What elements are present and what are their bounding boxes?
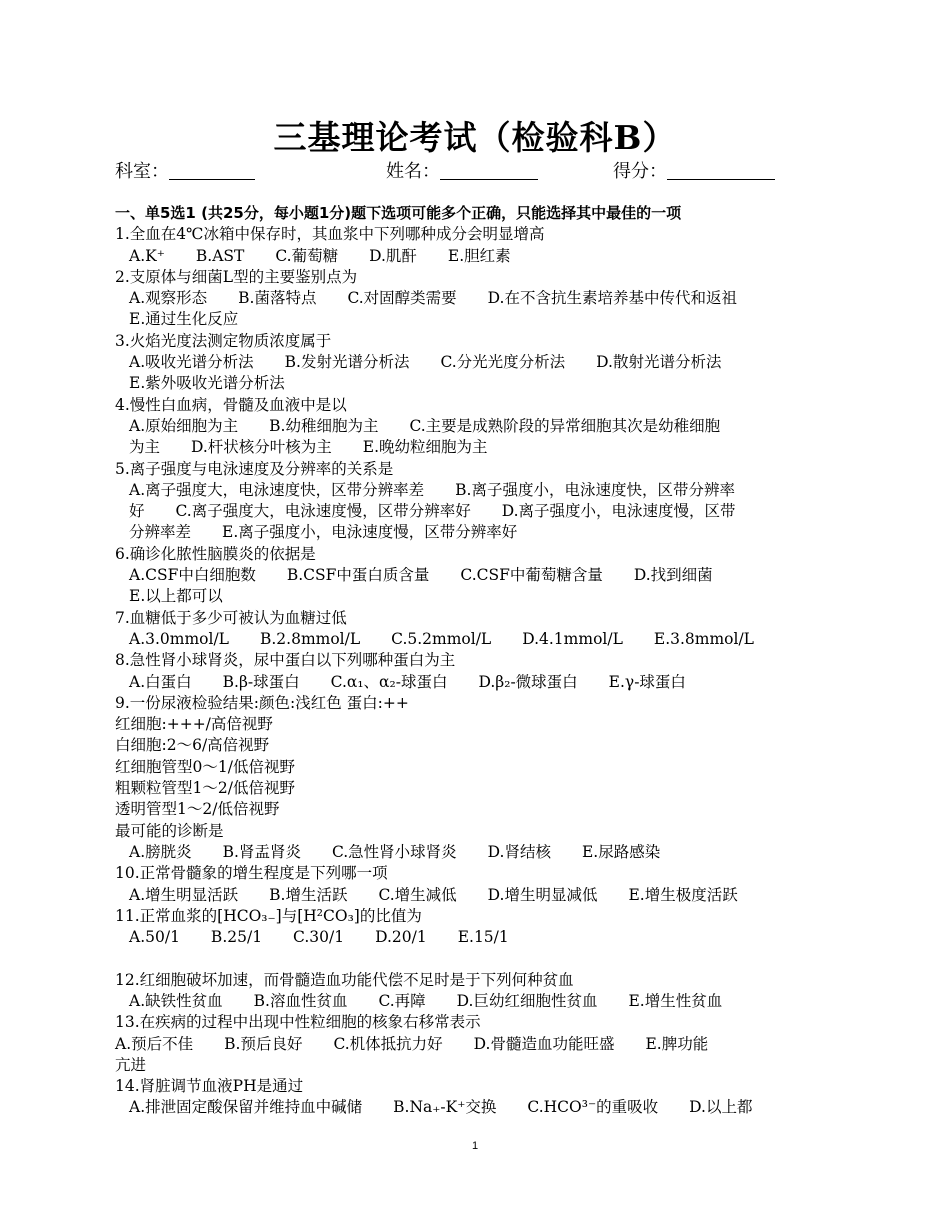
- option-line: E.通过生化反应: [129, 310, 239, 329]
- question-line: 9.一份尿液检验结果:颜色:浅红色 蛋白:++: [115, 693, 409, 712]
- option-line: A.3.0mmol/L B.2.8mmol/L C.5.2mmol/L D.4.1mmol/L E.3.8mmol/L: [129, 629, 754, 648]
- question-line: 3.火焰光度法测定物质浓度属于: [115, 331, 332, 350]
- option-line: E.紫外吸收光谱分析法: [129, 374, 285, 393]
- score-field: [613, 157, 775, 183]
- question-line: 白细胞:2～6/高倍视野: [115, 736, 270, 755]
- option-line: 好 C.离子强度大，电泳速度慢，区带分辨率好 D.离子强度小，电泳速度慢，区带: [129, 502, 736, 521]
- question-line: 11.正常血浆的[HCO₃₋]与[H²CO₃]的比值为: [115, 906, 422, 925]
- name-blank[interactable]: [440, 161, 538, 180]
- blank-line: [115, 948, 845, 969]
- option-line: A.观察形态 B.菌落特点 C.对固醇类需要 D.在不含抗生素培养基中传代和返祖: [129, 289, 737, 308]
- option-line: A.原始细胞为主 B.幼稚细胞为主 C.主要是成熟阶段的异常细胞其次是幼稚细胞: [129, 416, 721, 435]
- option-line: A.离子强度大，电泳速度快，区带分辨率差 B.离子强度小，电泳速度快，区带分辨率: [129, 480, 735, 499]
- option-line: 为主 D.杆状核分叶核为主 E.晚幼粒细胞为主: [129, 438, 488, 457]
- score-blank[interactable]: [667, 161, 775, 180]
- question-line: 红细胞管型0～1/低倍视野: [115, 757, 295, 776]
- question-lines: [115, 224, 845, 1118]
- option-line: A.50/1 B.25/1 C.30/1 D.20/1 E.15/1: [129, 928, 509, 947]
- question-line: 6.确诊化脓性脑膜炎的依据是: [115, 544, 316, 563]
- question-line: 14.肾脏调节血液PH是通过: [115, 1077, 304, 1096]
- dept-blank[interactable]: [169, 161, 255, 180]
- question-line: 亢进: [115, 1055, 147, 1074]
- dept-label: 科室：: [115, 161, 169, 182]
- page-title: 三基理论考试（检验科B）: [273, 118, 677, 157]
- question-list: [115, 203, 845, 1119]
- score-label: 得分：: [613, 161, 667, 182]
- question-line: 12.红细胞破坏加速，而骨髓造血功能代偿不足时是于下列何种贫血: [115, 970, 574, 989]
- option-line: A.白蛋白 B.β-球蛋白 C.α₁、α₂-球蛋白 D.β₂-微球蛋白 E.γ-球蛋白: [129, 672, 686, 691]
- question-line: 2.支原体与细菌L型的主要鉴别点为: [115, 267, 358, 286]
- question-line: 透明管型1～2/低倍视野: [115, 800, 280, 819]
- option-line: A.排泄固定酸保留并维持血中碱储 B.Na₊-K⁺交换 C.HCO³⁻的重吸收 D.以上都: [129, 1098, 753, 1117]
- question-line: 最可能的诊断是: [115, 821, 224, 840]
- question-line: 4.慢性白血病，骨髓及血液中是以: [115, 395, 347, 414]
- page-number: 1: [471, 1140, 479, 1152]
- option-line: A.膀胱炎 B.肾盂肾炎 C.急性肾小球肾炎 D.肾结核 E.尿路感染: [129, 842, 661, 861]
- option-line: A.吸收光谱分析法 B.发射光谱分析法 C.分光光度分析法 D.散射光谱分析法: [129, 353, 722, 372]
- option-line: A.增生明显活跃 B.增生活跃 C.增生减低 D.增生明显减低 E.增生极度活跃: [129, 885, 738, 904]
- option-line: A.CSF中白细胞数 B.CSF中蛋白质含量 C.CSF中葡萄糖含量 D.找到细菌: [129, 566, 713, 585]
- question-line: 粗颗粒管型1～2/低倍视野: [115, 779, 295, 798]
- dept-field: [115, 157, 255, 183]
- option-line: A.缺铁性贫血 B.溶血性贫血 C.再障 D.巨幼红细胞性贫血 E.增生性贫血: [129, 991, 723, 1010]
- section-title: 一、单5选1 (共25分，每小题1分)题下选项可能多个正确，只能选择其中最佳的一项: [115, 204, 682, 222]
- question-line: A.预后不佳 B.预后良好 C.机体抵抗力好 D.骨髓造血功能旺盛 E.脾功能: [115, 1034, 709, 1053]
- question-line: 13.在疾病的过程中出现中性粒细胞的核象右移常表示: [115, 1013, 481, 1032]
- question-line: 1.全血在4℃冰箱中保存时，其血浆中下列哪种成分会明显增高: [115, 225, 545, 244]
- option-line: E.以上都可以: [129, 587, 223, 606]
- question-line: 7.血糖低于多少可被认为血糖过低: [115, 608, 347, 627]
- name-field: [386, 157, 538, 183]
- name-label: 姓名：: [386, 161, 440, 182]
- question-line: 5.离子强度与电泳速度及分辨率的关系是: [115, 459, 394, 478]
- question-line: 红细胞:+++/高倍视野: [115, 715, 273, 734]
- option-line: A.K⁺ B.AST C.葡萄糖 D.肌酐 E.胆红素: [129, 246, 511, 265]
- option-line: 分辨率差 E.离子强度小，电泳速度慢，区带分辨率好: [129, 523, 518, 542]
- question-line: 10.正常骨髓象的增生程度是下列哪一项: [115, 864, 388, 883]
- question-line: 8.急性肾小球肾炎，尿中蛋白以下列哪种蛋白为主: [115, 651, 456, 670]
